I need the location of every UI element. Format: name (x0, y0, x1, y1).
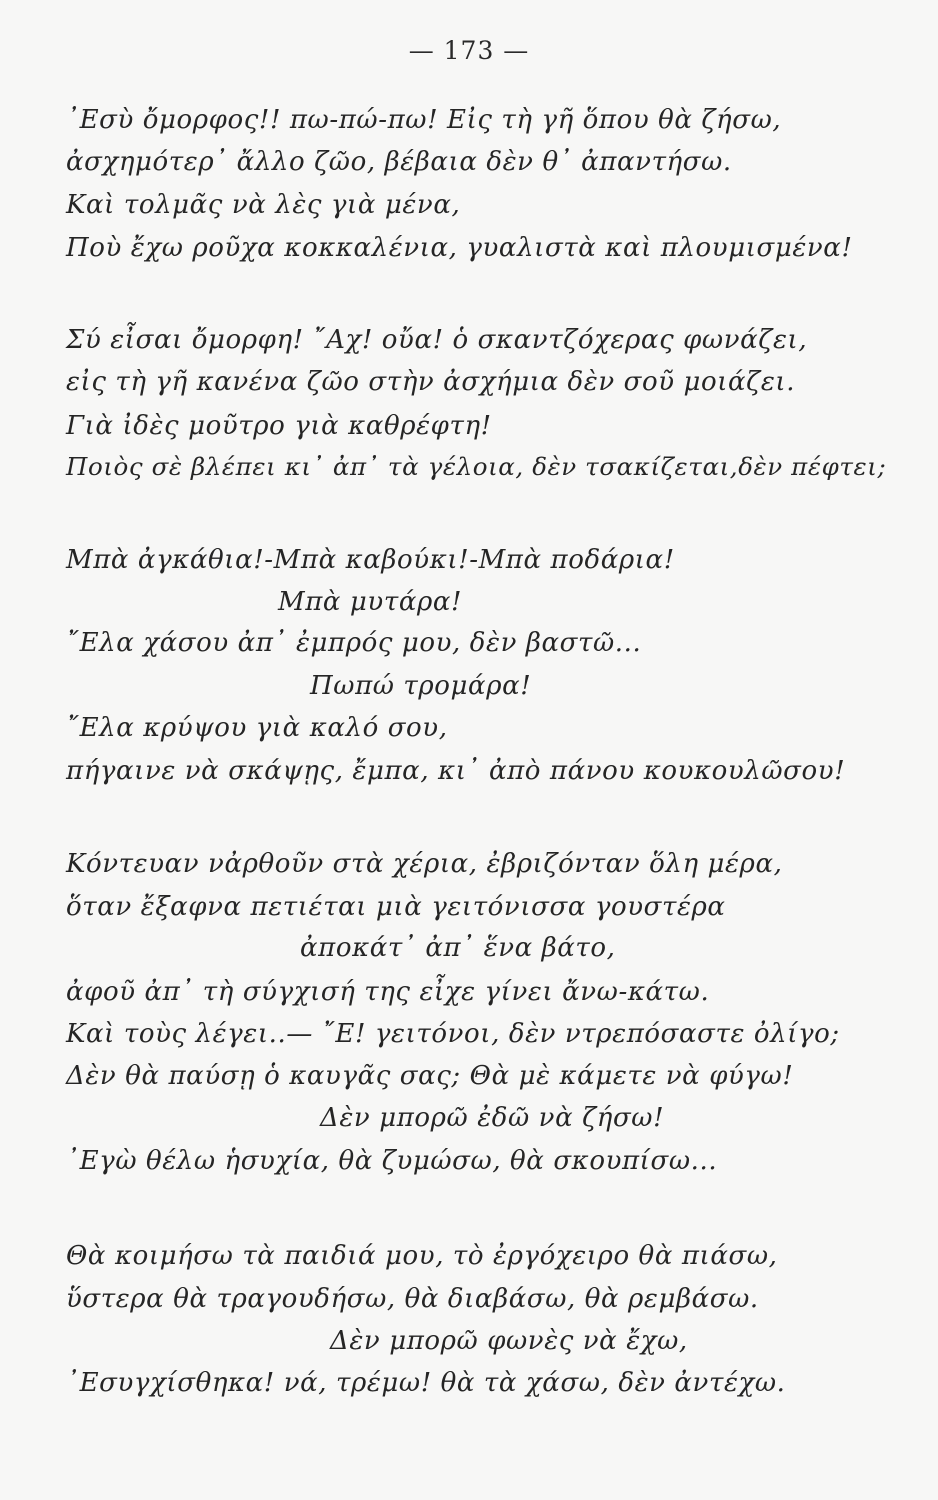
verse-line-indented: ἀποκάτ᾿ ἀπ᾿ ἕνα βάτο, (300, 933, 616, 963)
verse-line: ᾿Εγὼ θέλω ἡσυχία, θὰ ζυμώσω, θὰ σκουπίσω... (66, 1146, 718, 1176)
verse-line: πήγαινε νὰ σκάψῃς, ἔμπα, κι᾿ ἀπὸ πάνου κουκουλῶσου! (66, 756, 846, 786)
verse-line: εἰς τὴ γῆ κανένα ζῶο στὴν ἀσχήμια δὲν σοῦ μοιάζει. (66, 367, 796, 397)
verse-line: ὅταν ἔξαφνα πετιέται μιὰ γειτόνισσα γουστέρα (66, 892, 726, 922)
verse-line: Ποιὸς σὲ βλέπει κι᾿ ἀπ᾿ τὰ γέλοια, δὲν τσακίζεται,δὲν πέφτει; (66, 452, 887, 481)
verse-line: Καὶ τοὺς λέγει..— ῎Ε! γειτόνοι, δὲν ντρεπόσαστε ὀλίγο; (66, 1019, 840, 1049)
verse-line: ῎Ελα χάσου ἀπ᾿ ἐμπρός μου, δὲν βαστῶ... (66, 628, 642, 658)
verse-line-indented: Δὲν μπορῶ ἐδῶ νὰ ζήσω! (320, 1103, 665, 1133)
verse-line: ἀσχημότερ᾿ ἄλλο ζῶο, βέβαια δὲν θ᾿ ἀπαντήσω. (66, 147, 732, 177)
verse-line: Θὰ κοιμήσω τὰ παιδιά μου, τὸ ἐργόχειρο θὰ πιάσω, (66, 1241, 778, 1271)
verse-line: Μπὰ ἀγκάθια!-Μπὰ καβούκι!-Μπὰ ποδάρια! (66, 545, 675, 575)
verse-line-indented: Πωπώ τρομάρα! (310, 671, 532, 701)
verse-line: Κόντευαν νἀρθοῦν στὰ χέρια, ἐβριζόνταν ὅλη μέρα, (66, 849, 783, 879)
verse-line: ᾿Εσὺ ὄμορφος!! πω-πώ-πω! Εἰς τὴ γῆ ὅπου θὰ ζήσω, (66, 105, 782, 135)
verse-line-indented: Δὲν μπορῶ φωνὲς νὰ ἔχω, (330, 1326, 688, 1356)
verse-line-indented: Μπὰ μυτάρα! (278, 587, 463, 617)
verse-line: Ποὺ ἔχω ροῦχα κοκκαλένια, γυαλιστὰ καὶ πλουμισμένα! (66, 233, 853, 263)
verse-line: Γιὰ ἰδὲς μοῦτρο γιὰ καθρέφτη! (66, 411, 492, 441)
verse-line: ᾿Εσυγχίσθηκα! νά, τρέμω! θὰ τὰ χάσω, δὲν ἀντέχω. (66, 1368, 786, 1398)
verse-line: ῎Ελα κρύψου γιὰ καλό σου, (66, 713, 448, 743)
page-number: — 173 — (408, 36, 530, 65)
verse-line: ἀφοῦ ἀπ᾿ τὴ σύγχισή της εἶχε γίνει ἄνω-κάτω. (66, 977, 710, 1007)
verse-line: Σύ εἶσαι ὄμορφη! ῎Αχ! οὔα! ὁ σκαντζόχερας φωνάζει, (66, 325, 808, 355)
verse-line: ὕστερα θὰ τραγουδήσω, θὰ διαβάσω, θὰ ρεμβάσω. (66, 1284, 759, 1314)
verse-line: Δὲν θὰ παύσῃ ὁ καυγᾶς σας; Θὰ μὲ κάμετε νὰ φύγω! (66, 1061, 794, 1091)
verse-line: Καὶ τολμᾶς νὰ λὲς γιὰ μένα, (66, 190, 461, 220)
